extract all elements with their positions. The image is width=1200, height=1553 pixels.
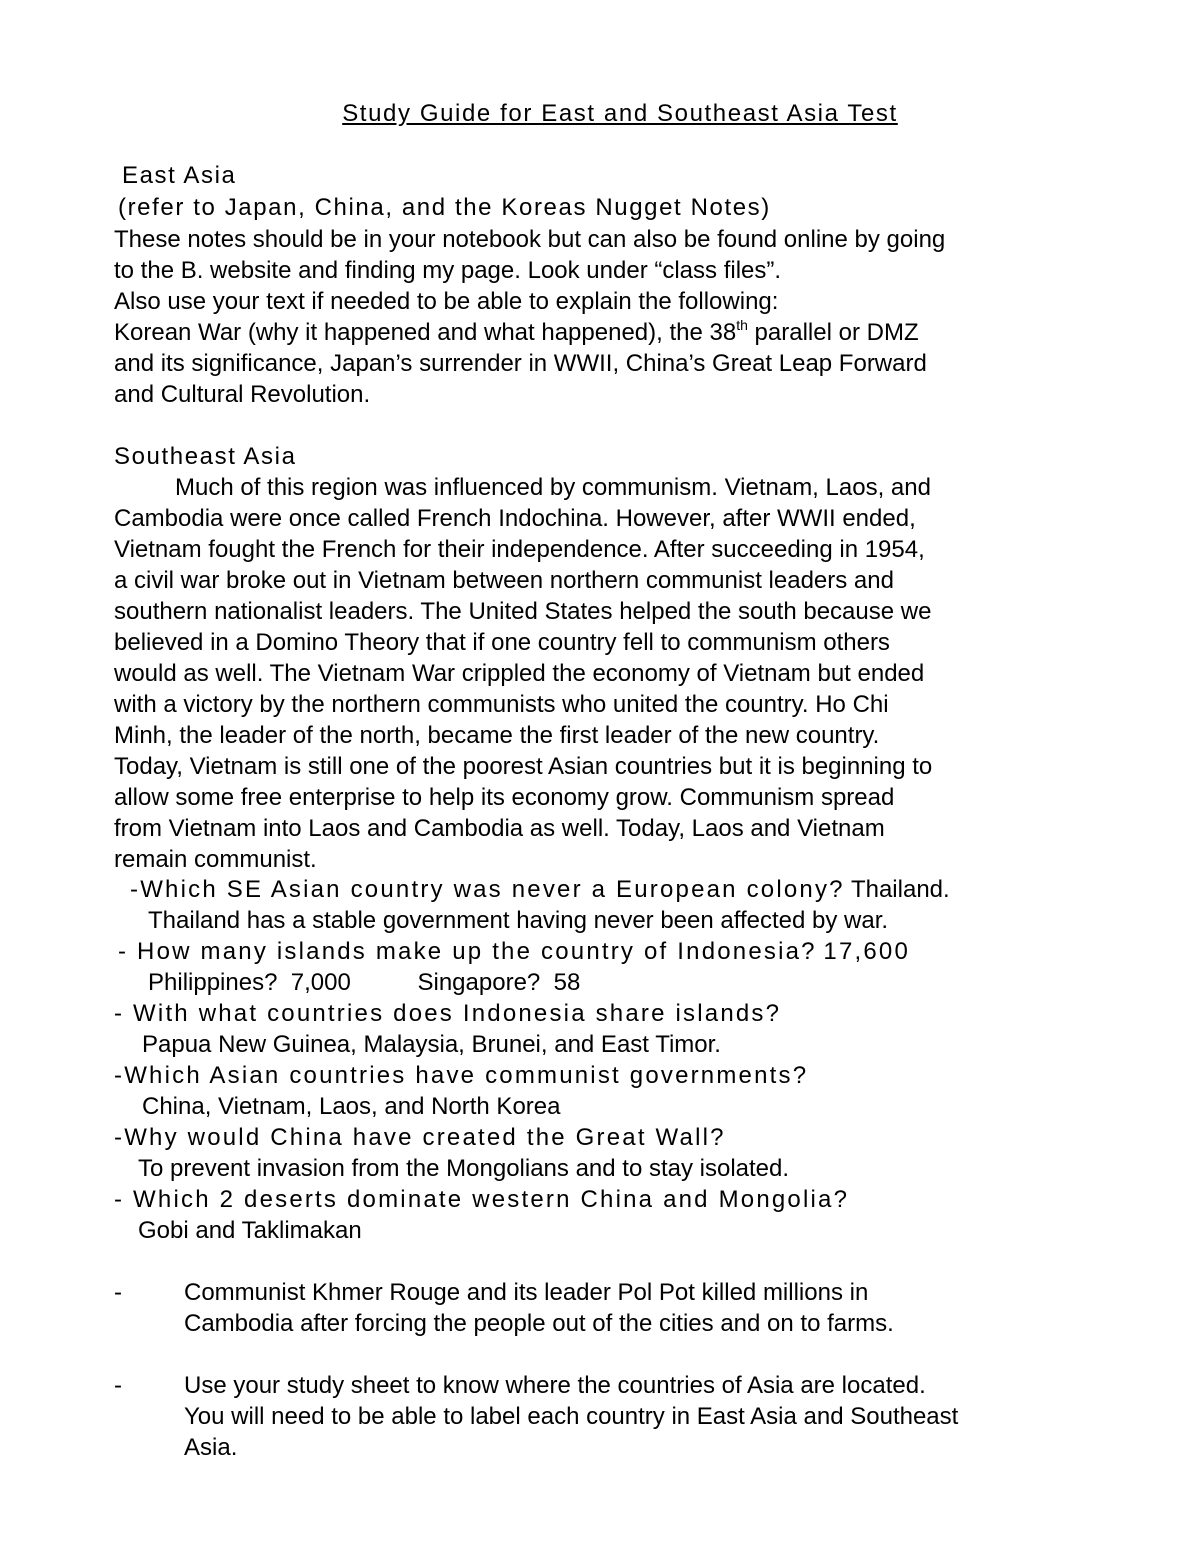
paragraph-line: Minh, the leader of the north, became the first leader of the new country. — [114, 722, 880, 749]
question: - Which 2 deserts dominate western China and Mongolia? — [114, 1186, 850, 1213]
east-asia-heading: East Asia — [122, 162, 237, 189]
east-asia-line: Also use your text if needed to be able to explain the following: — [114, 288, 779, 315]
question-line — [118, 936, 910, 967]
superscript-th: th — [736, 317, 748, 333]
korean-war-text-end: parallel or DMZ — [747, 319, 919, 346]
question-answer: 17,600 — [823, 938, 910, 965]
paragraph-line: allow some free enterprise to help its economy grow. Communism spread — [114, 784, 895, 811]
question-line — [130, 874, 950, 905]
page-title: Study Guide for East and Southeast Asia Test — [342, 100, 898, 127]
paragraph-line: Much of this region was influenced by communism. Vietnam, Laos, and — [175, 474, 931, 501]
answer-line: Thailand has a stable government having never been affected by war. — [148, 907, 889, 934]
answer-line: Papua New Guinea, Malaysia, Brunei, and East Timor. — [142, 1031, 721, 1058]
question-line — [114, 1060, 808, 1091]
question-line — [114, 1122, 726, 1153]
question-line — [114, 1184, 849, 1215]
bullet-line: Use your study sheet to know where the countries of Asia are located. — [184, 1372, 926, 1399]
korean-war-text: Korean War (why it happened and what happened), the 38 — [114, 319, 737, 346]
bullet-line: Cambodia after forcing the people out of the cities and on to farms. — [184, 1310, 894, 1337]
question: -Which SE Asian country was never a European colony? — [130, 876, 845, 903]
paragraph-line: with a victory by the northern communists who united the country. Ho Chi — [114, 691, 889, 718]
paragraph-line: Cambodia were once called French Indochina. However, after WWII ended, — [114, 505, 916, 532]
paragraph-line: southern nationalist leaders. The United States helped the south because we — [114, 598, 932, 625]
question: -Which Asian countries have communist governments? — [114, 1062, 809, 1089]
bullet-line: Communist Khmer Rouge and its leader Pol Pot killed millions in — [184, 1279, 869, 1306]
paragraph-line: a civil war broke out in Vietnam between northern communist leaders and — [114, 567, 894, 594]
bullet-marker: - — [114, 1372, 122, 1399]
east-asia-line: and its significance, Japan’s surrender in WWII, China’s Great Leap Forward — [114, 350, 927, 377]
paragraph-line: believed in a Domino Theory that if one country fell to communism others — [114, 629, 890, 656]
question-answer: Thailand. — [850, 876, 950, 903]
paragraph-line: remain communist. — [114, 846, 317, 873]
bullet-marker: - — [114, 1279, 122, 1306]
east-asia-line: to the B. website and finding my page. Look under “class files”. — [114, 257, 782, 284]
paragraph-line: would as well. The Vietnam War crippled the economy of Vietnam but ended — [114, 660, 925, 687]
paragraph-line: Vietnam fought the French for their independence. After succeeding in 1954, — [114, 536, 925, 563]
bullet-line: Asia. — [184, 1434, 238, 1461]
question-line — [114, 998, 781, 1029]
bullet-line: You will need to be able to label each country in East Asia and Southeast — [184, 1403, 959, 1430]
answer-line: To prevent invasion from the Mongolians and to stay isolated. — [138, 1155, 790, 1182]
southeast-asia-heading: Southeast Asia — [114, 443, 297, 470]
east-asia-line: and Cultural Revolution. — [114, 381, 371, 408]
answer-line: China, Vietnam, Laos, and North Korea — [142, 1093, 561, 1120]
question: - With what countries does Indonesia share islands? — [114, 1000, 782, 1027]
question: - How many islands make up the country of Indonesia? — [118, 938, 817, 965]
answer-line: Philippines? 7,000 Singapore? 58 — [148, 969, 581, 996]
paragraph-line: Today, Vietnam is still one of the poorest Asian countries but it is beginning to — [114, 753, 933, 780]
korean-war-line — [114, 317, 919, 348]
paragraph-line: from Vietnam into Laos and Cambodia as well. Today, Laos and Vietnam — [114, 815, 885, 842]
east-asia-line: These notes should be in your notebook but can also be found online by going — [114, 226, 946, 253]
east-asia-subheading: (refer to Japan, China, and the Koreas Nugget Notes) — [118, 194, 771, 221]
answer-line: Gobi and Taklimakan — [138, 1217, 362, 1244]
question: -Why would China have created the Great Wall? — [114, 1124, 726, 1151]
